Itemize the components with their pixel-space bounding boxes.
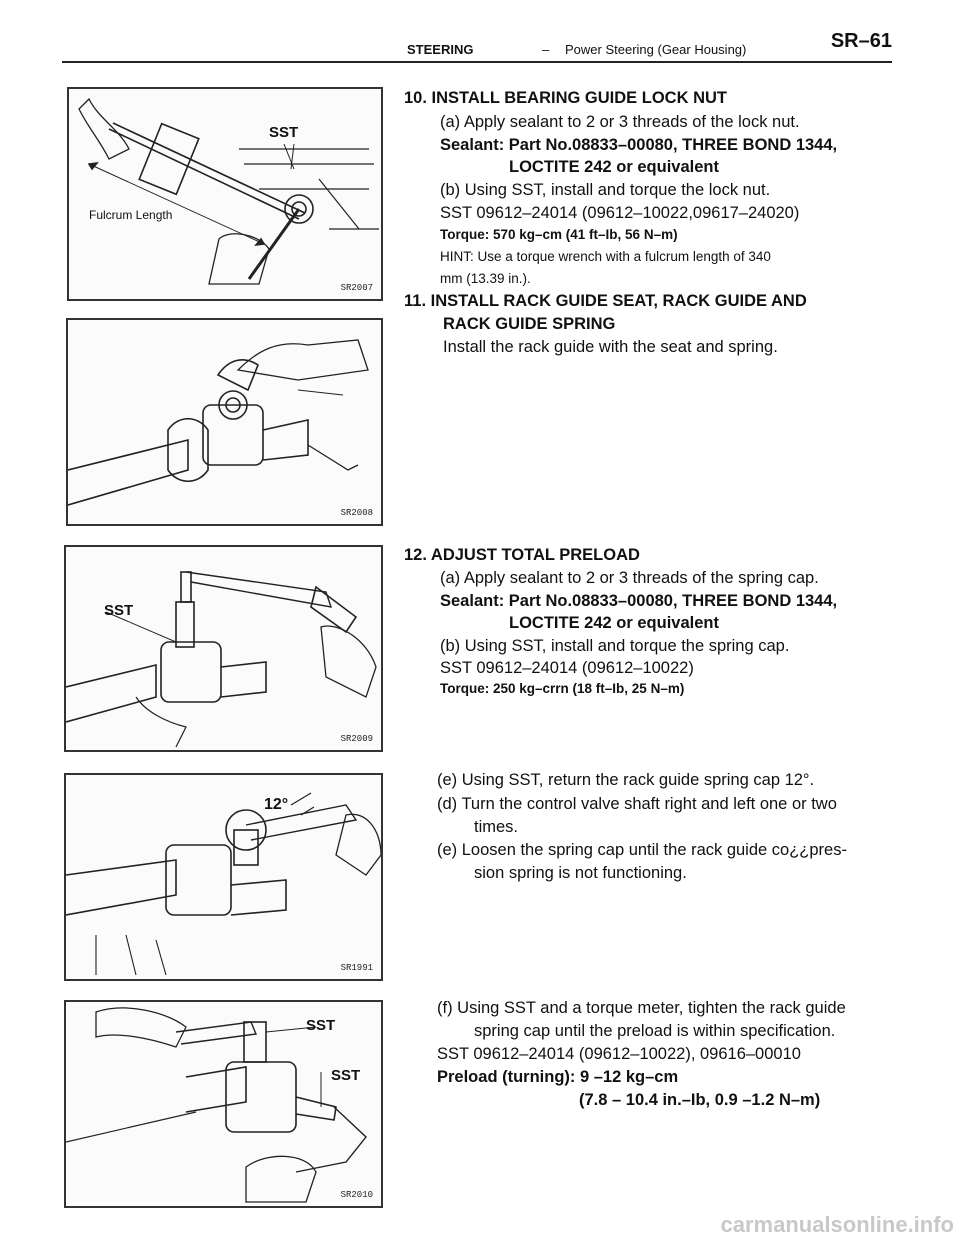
- step-10-b: (b) Using SST, install and torque the lock nut.: [440, 181, 771, 199]
- step-12-f-preload-line1: Preload (turning): 9 –12 kg–cm: [437, 1068, 679, 1086]
- step-10-torque: Torque: 570 kg–cm (41 ft–Ib, 56 N–m): [440, 227, 678, 242]
- page-header: [62, 30, 892, 60]
- figure-id: SR2008: [340, 508, 373, 518]
- illustration-spring-cap-wrench: [66, 547, 381, 750]
- step-12-sealant-line2: LOCTITE 242 or equivalent: [509, 614, 719, 632]
- step-12-f-line2: spring cap until the preload is within specification.: [474, 1022, 836, 1040]
- step-10-a: (a) Apply sealant to 2 or 3 threads of the lock nut.: [440, 113, 800, 131]
- step-12-sst: SST 09612–24014 (09612–10022): [440, 659, 694, 677]
- step-12-torque: Torque: 250 kg–crrn (18 ft–Ib, 25 N–m): [440, 681, 685, 696]
- sst-callout-side: SST: [331, 1067, 361, 1084]
- angle-label: 12°: [264, 796, 289, 813]
- footer-watermark: carmanualsonline.info: [720, 1212, 954, 1237]
- figure-id: SR2009: [340, 734, 373, 744]
- illustration-torque-meter: [66, 1002, 381, 1206]
- step-12-b: (b) Using SST, install and torque the spring cap.: [440, 637, 790, 655]
- figure-id: SR2010: [340, 1190, 373, 1200]
- step-12-f-preload-line2: (7.8 – 10.4 in.–Ib, 0.9 –1.2 N–m): [579, 1091, 821, 1109]
- figure-spring-cap-torque: [64, 545, 383, 752]
- illustration-torque-wrench: [69, 89, 381, 299]
- step-12-title: 12. ADJUST TOTAL PRELOAD: [404, 546, 640, 564]
- sst-callout-top: SST: [306, 1017, 336, 1034]
- step-10-sealant-line2: LOCTITE 242 or equivalent: [509, 158, 719, 176]
- figure-preload-torque-meter: [64, 1000, 383, 1208]
- step-12-f-sst: SST 09612–24014 (09612–10022), 09616–00010: [437, 1045, 801, 1063]
- sst-callout: SST: [104, 602, 134, 619]
- step-11-body: Install the rack guide with the seat and spring.: [443, 338, 778, 356]
- illustration-rack-guide: [68, 320, 381, 524]
- figure-id: SR2007: [340, 283, 373, 293]
- step-12-sealant-line1: Sealant: Part No.08833–00080, THREE BOND 1344,: [440, 592, 838, 610]
- step-12-a: (a) Apply sealant to 2 or 3 threads of the spring cap.: [440, 569, 819, 587]
- step-12-c: (e) Using SST, return the rack guide spring cap 12°.: [437, 771, 815, 789]
- figure-id: SR1991: [340, 963, 373, 973]
- figure-rack-guide-install: [66, 318, 383, 526]
- step-10-title: 10. INSTALL BEARING GUIDE LOCK NUT: [404, 89, 727, 107]
- step-10-sealant-line1: Sealant: Part No.08833–00080, THREE BOND 1344,: [440, 136, 838, 154]
- step-12-e-line1: (e) Loosen the spring cap until the rack guide co¿¿pres-: [437, 841, 847, 859]
- step-10-hint-line2: mm (13.39 in.).: [440, 271, 531, 286]
- figure-bearing-guide-lock-nut: [67, 87, 383, 301]
- step-12-e-line2: sion spring is not functioning.: [474, 864, 687, 882]
- figure-return-spring-cap: [64, 773, 383, 981]
- step-11-title-line2: RACK GUIDE SPRING: [443, 315, 616, 333]
- subsection-title: Power Steering (Gear Housing): [565, 42, 747, 57]
- section-title: STEERING: [407, 42, 474, 57]
- page-number: SR–61: [830, 30, 892, 52]
- step-10-sst: SST 09612–24014 (09612–10022,09617–24020): [440, 204, 800, 222]
- step-10-hint-line1: HINT: Use a torque wrench with a fulcrum length of 340: [440, 249, 771, 264]
- sst-callout: SST: [269, 124, 299, 141]
- step-12-f-line1: (f) Using SST and a torque meter, tighten the rack guide: [437, 999, 846, 1017]
- step-11-title-line1: 11. INSTALL RACK GUIDE SEAT, RACK GUIDE AND: [404, 292, 807, 310]
- header-rule: [62, 61, 892, 63]
- step-12-d-line2: times.: [474, 818, 519, 836]
- header-separator: –: [542, 42, 550, 57]
- fulcrum-length-label: Fulcrum Length: [89, 208, 173, 222]
- illustration-spring-cap-return: [66, 775, 381, 979]
- step-12-d-line1: (d) Turn the control valve shaft right and left one or two: [437, 795, 837, 813]
